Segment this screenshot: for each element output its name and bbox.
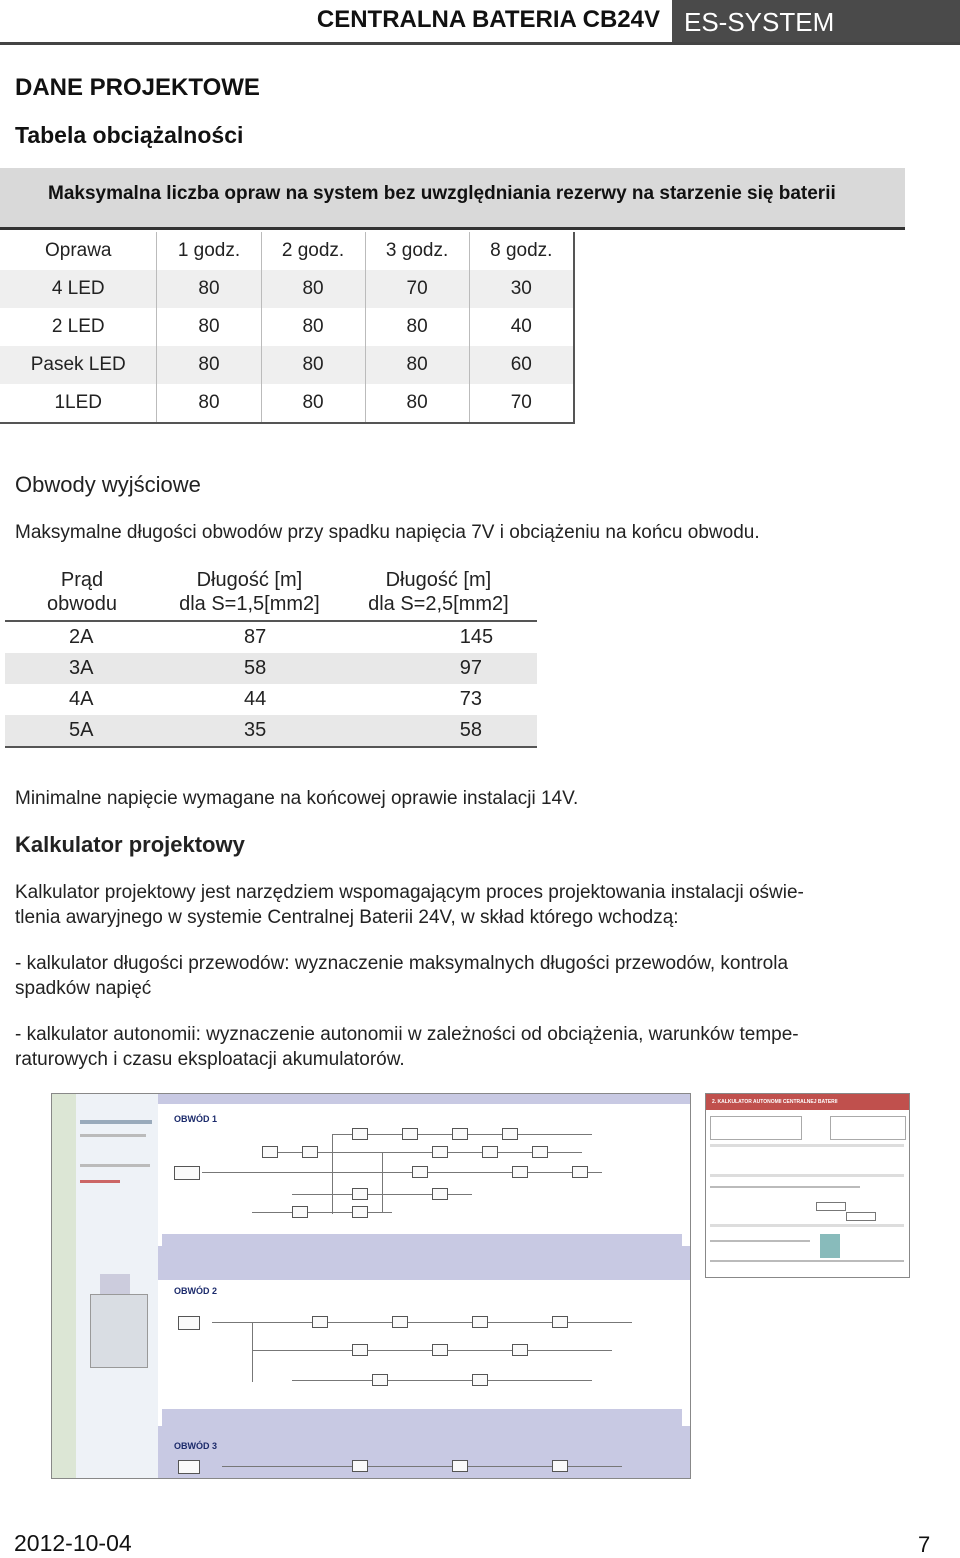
info-box — [710, 1116, 802, 1140]
autonomy-calculator-screenshot — [705, 1093, 910, 1278]
min-voltage-note: Minimalne napięcie wymagane na końcowej oprawie instalacji 14V. — [15, 788, 579, 809]
section-obwod-3 — [158, 1426, 690, 1478]
fixture-box — [178, 1316, 200, 1330]
rule — [710, 1144, 904, 1147]
table-row — [5, 684, 537, 715]
side-line — [80, 1164, 150, 1167]
circuits-intro: Maksymalne długości obwodów przy spadku napięcia 7V i obciążeniu na końcu obwodu. — [15, 522, 760, 543]
wire — [252, 1212, 392, 1213]
table-cell: 58 — [159, 653, 340, 684]
fixture-box — [352, 1344, 368, 1356]
fixture-box — [312, 1316, 328, 1328]
device-image — [90, 1294, 148, 1368]
fixture-box — [472, 1374, 488, 1386]
table-header-row — [0, 232, 574, 270]
table-cell: 70 — [365, 270, 469, 308]
table-cell: 30 — [469, 270, 574, 308]
info-box — [830, 1116, 906, 1140]
column-header-line: obwodu — [46, 593, 118, 615]
table-cell: 80 — [365, 346, 469, 384]
fixture-box — [352, 1206, 368, 1218]
footer-date: 2012-10-04 — [14, 1530, 132, 1556]
load-capacity-table — [0, 232, 575, 424]
rule — [710, 1240, 810, 1242]
fixture-box — [532, 1146, 548, 1158]
table-cell: 60 — [469, 346, 574, 384]
sidebar-strip — [52, 1094, 76, 1478]
section-band — [162, 1409, 682, 1427]
table-cell: 2 LED — [0, 308, 157, 346]
table-cell: 4A — [69, 688, 94, 710]
fixture-box — [392, 1316, 408, 1328]
fixture-box — [352, 1460, 368, 1472]
wire — [212, 1322, 632, 1323]
fixture-box — [552, 1316, 568, 1328]
column-header-line: Długość [m] — [196, 569, 303, 591]
wire — [202, 1172, 602, 1173]
table-cell: 40 — [510, 316, 532, 337]
table-row — [0, 270, 574, 308]
table-cell: 80 — [261, 346, 365, 384]
column-header: Oprawa — [0, 232, 157, 270]
calculator-paragraph-line: raturowych i czasu eksploatacji akumulatorów. — [15, 1049, 405, 1070]
fixture-box — [174, 1166, 200, 1180]
circuit-length-table — [5, 564, 537, 748]
fixture-box — [292, 1206, 308, 1218]
side-line — [80, 1134, 146, 1137]
side-line — [80, 1120, 152, 1124]
fixture-box — [502, 1128, 518, 1140]
table-cell: 44 — [244, 688, 267, 710]
wire — [292, 1380, 592, 1381]
fixture-box — [512, 1344, 528, 1356]
rule — [710, 1260, 904, 1262]
circuits-heading: Obwody wyjściowe — [15, 472, 201, 497]
side-panel — [76, 1094, 159, 1478]
table-cell: 80 — [365, 384, 469, 423]
fixture-box — [452, 1128, 468, 1140]
fixture-box — [302, 1146, 318, 1158]
column-header — [159, 564, 340, 621]
input-box — [816, 1202, 846, 1211]
table-cell: 73 — [459, 688, 483, 710]
section-label: OBWÓD 1 — [174, 1114, 218, 1124]
table-cell: 1LED — [0, 384, 157, 423]
load-table-heading: Tabela obciążalności — [15, 122, 244, 148]
brand-label: ES-SYSTEM — [672, 0, 960, 44]
table-cell: 80 — [157, 384, 261, 423]
page-number: 7 — [918, 1532, 931, 1557]
table-row — [0, 308, 574, 346]
table-cell: 80 — [157, 270, 261, 308]
table-cell: 3A — [5, 653, 159, 684]
table-cell: 80 — [261, 308, 365, 346]
table-cell: 35 — [159, 715, 340, 747]
fixture-box — [432, 1188, 448, 1200]
load-table-banner: Maksymalna liczba opraw na system bez uwzględniania rezerwy na starzenie się baterii — [0, 168, 905, 230]
section-label: OBWÓD 2 — [174, 1286, 218, 1296]
rule — [710, 1224, 904, 1227]
side-line — [80, 1180, 120, 1183]
wire — [252, 1322, 253, 1382]
fixture-box — [372, 1374, 388, 1386]
table-cell: 5A — [5, 715, 159, 747]
table-row — [5, 621, 537, 653]
column-header: 8 godz. — [490, 240, 553, 261]
fixture-box — [402, 1128, 418, 1140]
document-header-title: CENTRALNA BATERIA CB24V — [316, 6, 660, 33]
wire — [332, 1134, 333, 1214]
header-rule — [0, 42, 960, 45]
column-header: 1 godz. — [157, 232, 261, 270]
fixture-box — [552, 1460, 568, 1472]
fixture-box — [262, 1146, 278, 1158]
column-header — [5, 564, 159, 621]
fixture-box — [432, 1146, 448, 1158]
table-cell: 2A — [69, 626, 94, 648]
calculator-paragraph-line: Kalkulator projektowy jest narzędziem wspomagającym proces projektowania instalacji oświe- — [15, 882, 804, 903]
fixture-box — [432, 1344, 448, 1356]
calculator-heading: Kalkulator projektowy — [15, 832, 245, 857]
column-header-line: Długość [m] — [385, 569, 492, 591]
battery-icon — [820, 1234, 840, 1258]
table-cell: 97 — [340, 653, 537, 684]
section-separator — [158, 1246, 690, 1280]
fixture-box — [412, 1166, 428, 1178]
calculator-paragraph-line: tlenia awaryjnego w systemie Centralnej Baterii 24V, w skład którego wchodzą: — [15, 907, 679, 928]
input-box — [846, 1212, 876, 1221]
wire — [382, 1152, 383, 1212]
table-cell: 80 — [365, 308, 469, 346]
table-cell: 80 — [157, 308, 261, 346]
table-cell: 58 — [340, 715, 537, 747]
table-row — [0, 346, 574, 384]
table-row — [5, 653, 537, 684]
fixture-box — [572, 1166, 588, 1178]
section-label: OBWÓD 3 — [174, 1441, 218, 1451]
column-header-line: dla S=2,5[mm2] — [368, 593, 509, 615]
column-header-line: Prąd — [60, 569, 104, 591]
fixture-box — [472, 1316, 488, 1328]
table-row — [5, 715, 537, 747]
table-header-row — [5, 564, 537, 621]
table-cell: 4 LED — [0, 270, 157, 308]
fixture-box — [512, 1166, 528, 1178]
fixture-box — [352, 1128, 368, 1140]
rule — [710, 1174, 904, 1177]
rule — [710, 1186, 860, 1188]
table-cell: 145 — [459, 626, 494, 648]
circuit-calculator-screenshot — [51, 1093, 691, 1479]
calculator-title-bar: 2. KALKULATOR AUTONOMII CENTRALNEJ BATERII — [706, 1094, 909, 1110]
calculator-paragraph-line: - kalkulator długości przewodów: wyznaczenie maksymalnych długości przewodów, kontrola — [15, 953, 789, 974]
column-header-line: dla S=1,5[mm2] — [179, 593, 320, 615]
section-top — [158, 1094, 690, 1104]
table-cell: 70 — [469, 384, 574, 423]
column-header: 3 godz. — [365, 232, 469, 270]
section-band — [162, 1234, 682, 1248]
column-header — [340, 564, 537, 621]
table-row — [0, 384, 574, 423]
table-cell: 80 — [261, 270, 365, 308]
calculator-paragraph-line: spadków napięć — [15, 978, 152, 999]
fixture-box — [352, 1188, 368, 1200]
fixture-box — [452, 1460, 468, 1472]
calculator-paragraph-line: - kalkulator autonomii: wyznaczenie autonomii w zależności od obciążenia, warunków tempe- — [15, 1024, 799, 1045]
side-icon — [100, 1274, 130, 1294]
table-cell: 80 — [157, 346, 261, 384]
page-title: DANE PROJEKTOWE — [15, 74, 260, 101]
section-obwod-2 — [158, 1280, 690, 1426]
column-header: 2 godz. — [261, 232, 365, 270]
table-cell: 80 — [261, 384, 365, 423]
fixture-box — [482, 1146, 498, 1158]
table-cell: 87 — [244, 626, 267, 648]
fixture-box — [178, 1460, 200, 1474]
table-cell: Pasek LED — [0, 346, 157, 384]
